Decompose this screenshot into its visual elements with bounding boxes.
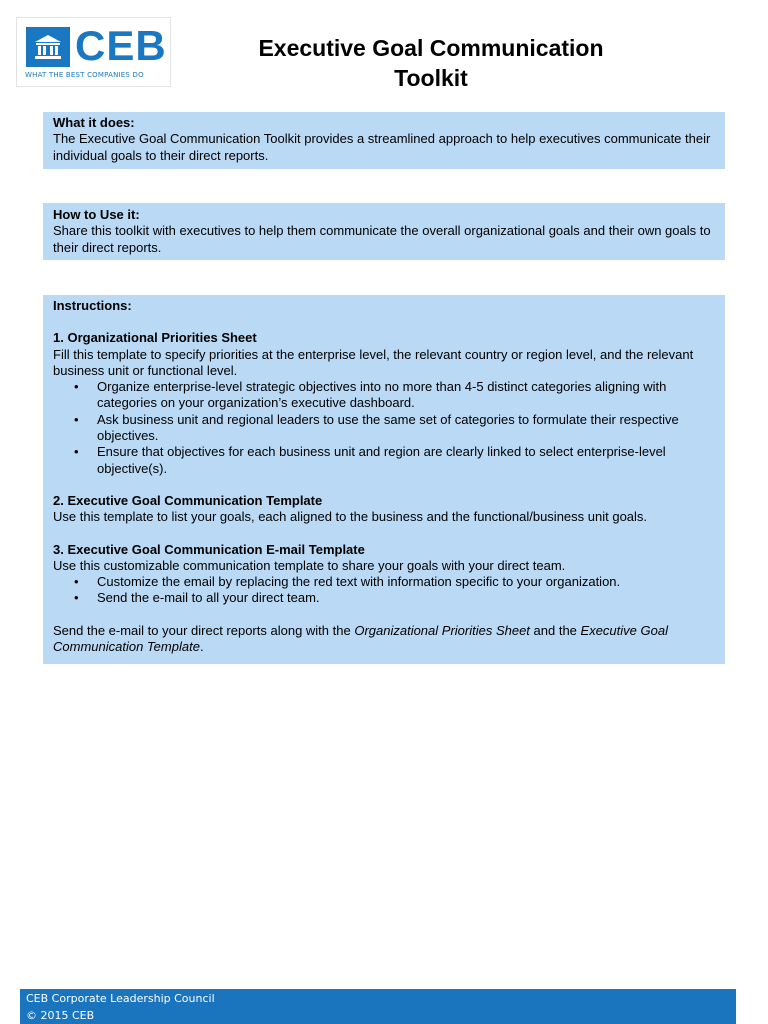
how-to-use-heading: How to Use it: bbox=[53, 207, 140, 222]
bullet-icon: • bbox=[74, 574, 79, 590]
section-3-bullet-list bbox=[53, 574, 715, 607]
list-item: • Organize enterprise-level strategic objectives into no more than 4-5 distinct categories aligning with categories on your organization’s executive dashboard. bbox=[74, 379, 667, 411]
what-it-does-body: The Executive Goal Communication Toolkit provides a streamlined approach to help executives communicate their individual goals to their direct reports. bbox=[53, 131, 711, 163]
section-1-body: Fill this template to specify priorities at the enterprise level, the relevant country or region level, and the relevant business unit or functional level. bbox=[53, 346, 694, 378]
page-footer bbox=[20, 989, 736, 1024]
list-item: • Send the e-mail to all your direct team. bbox=[74, 590, 320, 606]
bullet-icon: • bbox=[74, 590, 79, 606]
logo-wordmark: CEB bbox=[75, 22, 167, 69]
what-it-does-heading: What it does: bbox=[53, 115, 135, 130]
section-3-body: Use this customizable communication template to share your goals with your direct team. bbox=[53, 557, 566, 573]
what-it-does-box bbox=[43, 112, 725, 169]
list-item: • Customize the email by replacing the red text with information specific to your organization. bbox=[74, 574, 621, 590]
bullet-icon: • bbox=[74, 379, 79, 395]
template-reference: Executive Goal Communication Template bbox=[53, 622, 668, 655]
instructions-heading: Instructions: bbox=[53, 298, 132, 313]
sheet-reference: Organizational Priorities Sheet bbox=[354, 622, 530, 638]
footer-council: CEB Corporate Leadership Council bbox=[26, 992, 215, 1005]
closing-paragraph: Send the e-mail to your direct reports along with the Organizational Priorities Sheet and the Executive Goal Communication Template. bbox=[53, 622, 668, 655]
building-icon bbox=[26, 27, 70, 67]
page-title bbox=[220, 33, 642, 93]
instructions-box bbox=[43, 295, 725, 664]
footer-copyright: © 2015 CEB bbox=[26, 1009, 95, 1022]
bullet-icon: • bbox=[74, 444, 79, 460]
ceb-logo bbox=[16, 17, 171, 87]
section-1-heading: 1. Organizational Priorities Sheet bbox=[53, 330, 257, 346]
section-1-bullet-list bbox=[53, 379, 715, 477]
section-2-heading: 2. Executive Goal Communication Template bbox=[53, 492, 323, 508]
title-line-1: Executive Goal Communication bbox=[258, 35, 604, 61]
how-to-use-body: Share this toolkit with executives to help them communicate the overall organizational goals and their own goals to their direct reports. bbox=[53, 223, 711, 255]
bullet-icon: • bbox=[74, 411, 79, 427]
title-line-2: Toolkit bbox=[394, 65, 468, 91]
section-2-body: Use this template to list your goals, each aligned to the business and the functional/business unit goals. bbox=[53, 509, 648, 525]
logo-tagline: WHAT THE BEST COMPANIES DO bbox=[25, 71, 144, 79]
section-3-heading: 3. Executive Goal Communication E-mail Template bbox=[53, 541, 365, 557]
list-item: • Ensure that objectives for each business unit and region are clearly linked to select enterprise-level objective(s). bbox=[74, 444, 666, 476]
list-item: • Ask business unit and regional leaders to use the same set of categories to formulate their respective objectives. bbox=[74, 411, 679, 444]
how-to-use-box bbox=[43, 203, 725, 260]
